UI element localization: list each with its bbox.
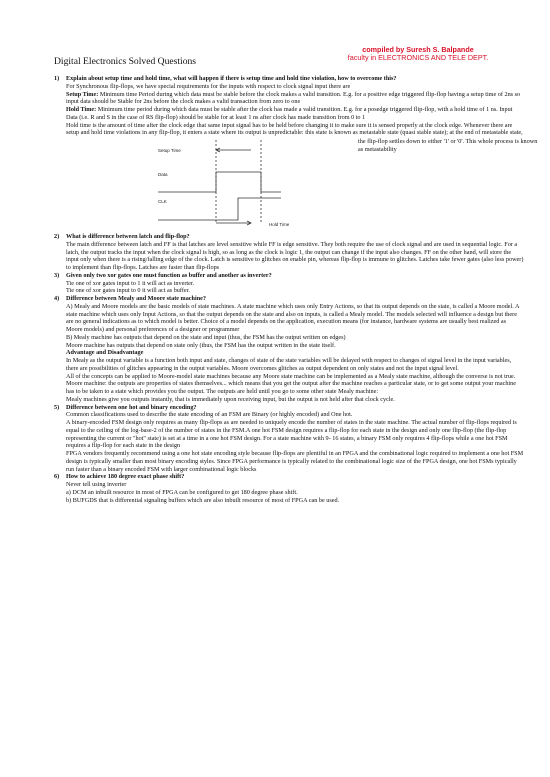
clk-waveform (158, 198, 281, 220)
answer-line: a) DCM an inbuilt resource in most of FPGA can be configured to get 180 degree phase shift. (66, 488, 298, 496)
clk-label: CLK (158, 199, 167, 204)
question-title: Given only two xor gates one must function as buffer and another as inverter? (66, 271, 272, 279)
answer-line: Moore machine: the outputs are properties of states themselves... which means that you get the output after the machine reaches a particular state, or to get some output your machine has to be taken to a state which provides you the output. The outputs are held until you go to some other state Mealy machine: (66, 380, 516, 395)
answer-line: Never tell using inverter (66, 481, 127, 488)
setup-label: Setup Time (158, 148, 181, 153)
answer-line: A) Mealy and Moore models are the basic models of state machines. A state machine which uses only Entry Actions, so that its output depends on the state, is called a Moore model. A state machine which uses only Input Actions, so that the output depends on the state and also on inputs, is called a Mealy model. The models selected will influence a design but there are no general indications as to which model is better. Choice of a model depends on the application, execution means (for instance, hardware systems are usually best realized as Moore models) and personal preferences of a designer or programmer (66, 302, 520, 333)
answer-line: b) BUFGDS that is differential signaling buffers which are also inbuilt resource of most of FPGA can be used. (66, 496, 340, 504)
answer-line: All of the concepts can be applied to Moore-model state machines because any Moore state machine can be implemented as a Mealy state machine, although the converse is not true. (66, 372, 516, 380)
question-5 (54, 404, 524, 474)
answer-line: Setup Time: Minimum time Period during which data must be stable before the clock makes a valid transition. E.g. for a positive edge triggered flip-flop having a setup time of 2ns so input data should be Stable for 2ns before the clock makes a valid transaction from zero to one (66, 90, 521, 106)
question-title: What is difference between latch and flip-flop? (66, 233, 190, 240)
setup-definition: Minimum time Period during which data must be stable before the clock makes a valid transition. E.g. for a positive edge triggered flip-flop having a setup time of 2ns so input data should be Stable for 2ns before the clock makes a valid transaction from zero to one (66, 90, 521, 106)
question-1 (54, 75, 538, 230)
metastability-text (358, 138, 538, 154)
answer-line: A binary-encoded FSM design only requires as many flip-flops as are needed to uniquely encode the number of states in the state machine. The actual number of flip-flops required is equal to the ceiling of the log-base-2 of the number of states in the FSM.A one hot FSM design requires a flip-flop for each state in the design and only one flip-flop (the flip-flop representing the current or "hot" state) is set at a time in a one hot FSM design. For a state machine with 9- 16 states, a binary FSM only requires 4 flip-flops while a one hot FSM requires a flip-flop for each state in the design (66, 419, 517, 450)
answer-line: Tie one of xor gates input to 1 it will act as inverter. (66, 279, 195, 287)
subheading: Advantage and Disadvantage (66, 349, 144, 357)
timing-diagram (66, 138, 366, 230)
questions-body (54, 75, 538, 504)
answer-line: In Mealy as the output variable is a function both input and state, changes of state of the state variables will be delayed with respect to changes of signal level in the input variables, there are possibilities of glitches appearing in the output variables. Moore overcomes glitches as output dependent on only states and not the input signal level. (66, 357, 512, 372)
figure-caption: the flip-flop settles down to either '1' or '0'. This whole process is known as metastability (358, 138, 538, 153)
hold-label: Hold Time (269, 222, 290, 227)
page-title: Digital Electronics Solved Questions (54, 56, 197, 67)
data-waveform (158, 172, 281, 192)
compiled-by: compiled by Suresh S. Balpande (362, 45, 474, 54)
question-2 (54, 233, 524, 272)
hold-definition: Minimum time period during which data must be stable after the clock has made a valid transition. E.g. for a posedge triggered flip-flop, with a hold time of 1 ns. Input Data (i.e. R and S in the case of RS flip-flop) should be stable for at least 1 ns after clock has made transition from 0 to 1 (66, 106, 513, 121)
answer-line: FPGA vendors frequently recommend using a one hot state encoding style because flip-flops are plentiful in an FPGA and the combinational logic required to implement a one hot FSM design is typically smaller than most binary encoding styles. Since FPGA performance is typically related to the combinational logic size of the FPGA design, one hot FSMs typically run faster than a binary encoded FSM with larger combinational logic blocks (66, 450, 524, 473)
answer-line: The main difference between latch and FF is that latches are level sensitive while FF is edge sensitive. They both require the use of clock signal and are used in sequential logic. For a latch, the output tracks the input when the clock signal is high, so as long as the clock is logic 1, the output can change if the input also changes. FF on the other hand, will store the input only when there is a rising/falling edge of the clock. Latch is sensitive to glitches on enable pin, whereas flip-flop is immune to glitches. Latches take fewer gates (also less power) to implement than flip-flops. Latches are faster than flip-flops (66, 240, 524, 271)
answer-line: Hold time is the amount of time after the clock edge that same input signal has to be held before changing it to make sure it is sensed properly at the clock edge. Whenever there are setup and hold time violations in any flip-flop, it enters a state where its output is unpredictable: this state is known as metastable state (quasi stable state); at the end of metastable state, (66, 121, 523, 137)
question-number: 5) (54, 403, 60, 411)
question-title: Difference between Mealy and Moore state machine? (66, 295, 206, 302)
answer-line: Mealy machines give you outputs instantly, that is immediately upon receiving input, but the output is not held after that clock cycle. (66, 395, 395, 403)
compiled-by-note (298, 46, 538, 63)
question-4 (54, 295, 524, 404)
answer-line: B) Mealy machine has outputs that depend on the state and input (thus, the FSM has the output written on edges) (66, 333, 346, 341)
question-number: 1) (54, 75, 60, 82)
answer-line: Tie one of xor gates input to 0 it will act as buffer. (66, 287, 190, 295)
question-6 (54, 473, 524, 504)
answer-line: Moore machine has outputs that depend on state only (thus, the FSM has the output written in the state itself. (66, 341, 336, 349)
answer-line: Hold Time: Minimum time period during which data must be stable after the clock has made a valid transition. E.g. for a posedge triggered flip-flop, with a hold time of 1 ns. Input Data (i.e. R and S in the case of RS flip-flop) should be stable for at least 1 ns after clock has made transition from 0 to 1 (66, 106, 513, 121)
faculty: faculty in ELECTRONICS AND TELE DEPT. (347, 53, 489, 63)
question-3 (54, 272, 524, 295)
question-title: Explain about setup time and hold time, what will happen if there is setup time and hold tine violation, how to overcome this? (66, 75, 397, 82)
answer-line: For Synchronous flip-flops, we have special requirements for the inputs with respect to clock signal input there are (66, 82, 351, 90)
question-number: 4) (54, 295, 60, 302)
question-number: 6) (54, 473, 60, 481)
question-title: Difference between one hot and binary encoding? (66, 403, 197, 411)
data-label: Data (158, 172, 168, 177)
question-number: 2) (54, 233, 60, 240)
question-number: 3) (54, 271, 60, 279)
question-title: How to achieve 180 degree exact phase shift? (66, 473, 185, 481)
answer-line: Common classifications used to describe the state encoding of an FSM are Binary (or highly encoded) and One hot. (66, 411, 353, 419)
timing-figure (66, 138, 538, 230)
